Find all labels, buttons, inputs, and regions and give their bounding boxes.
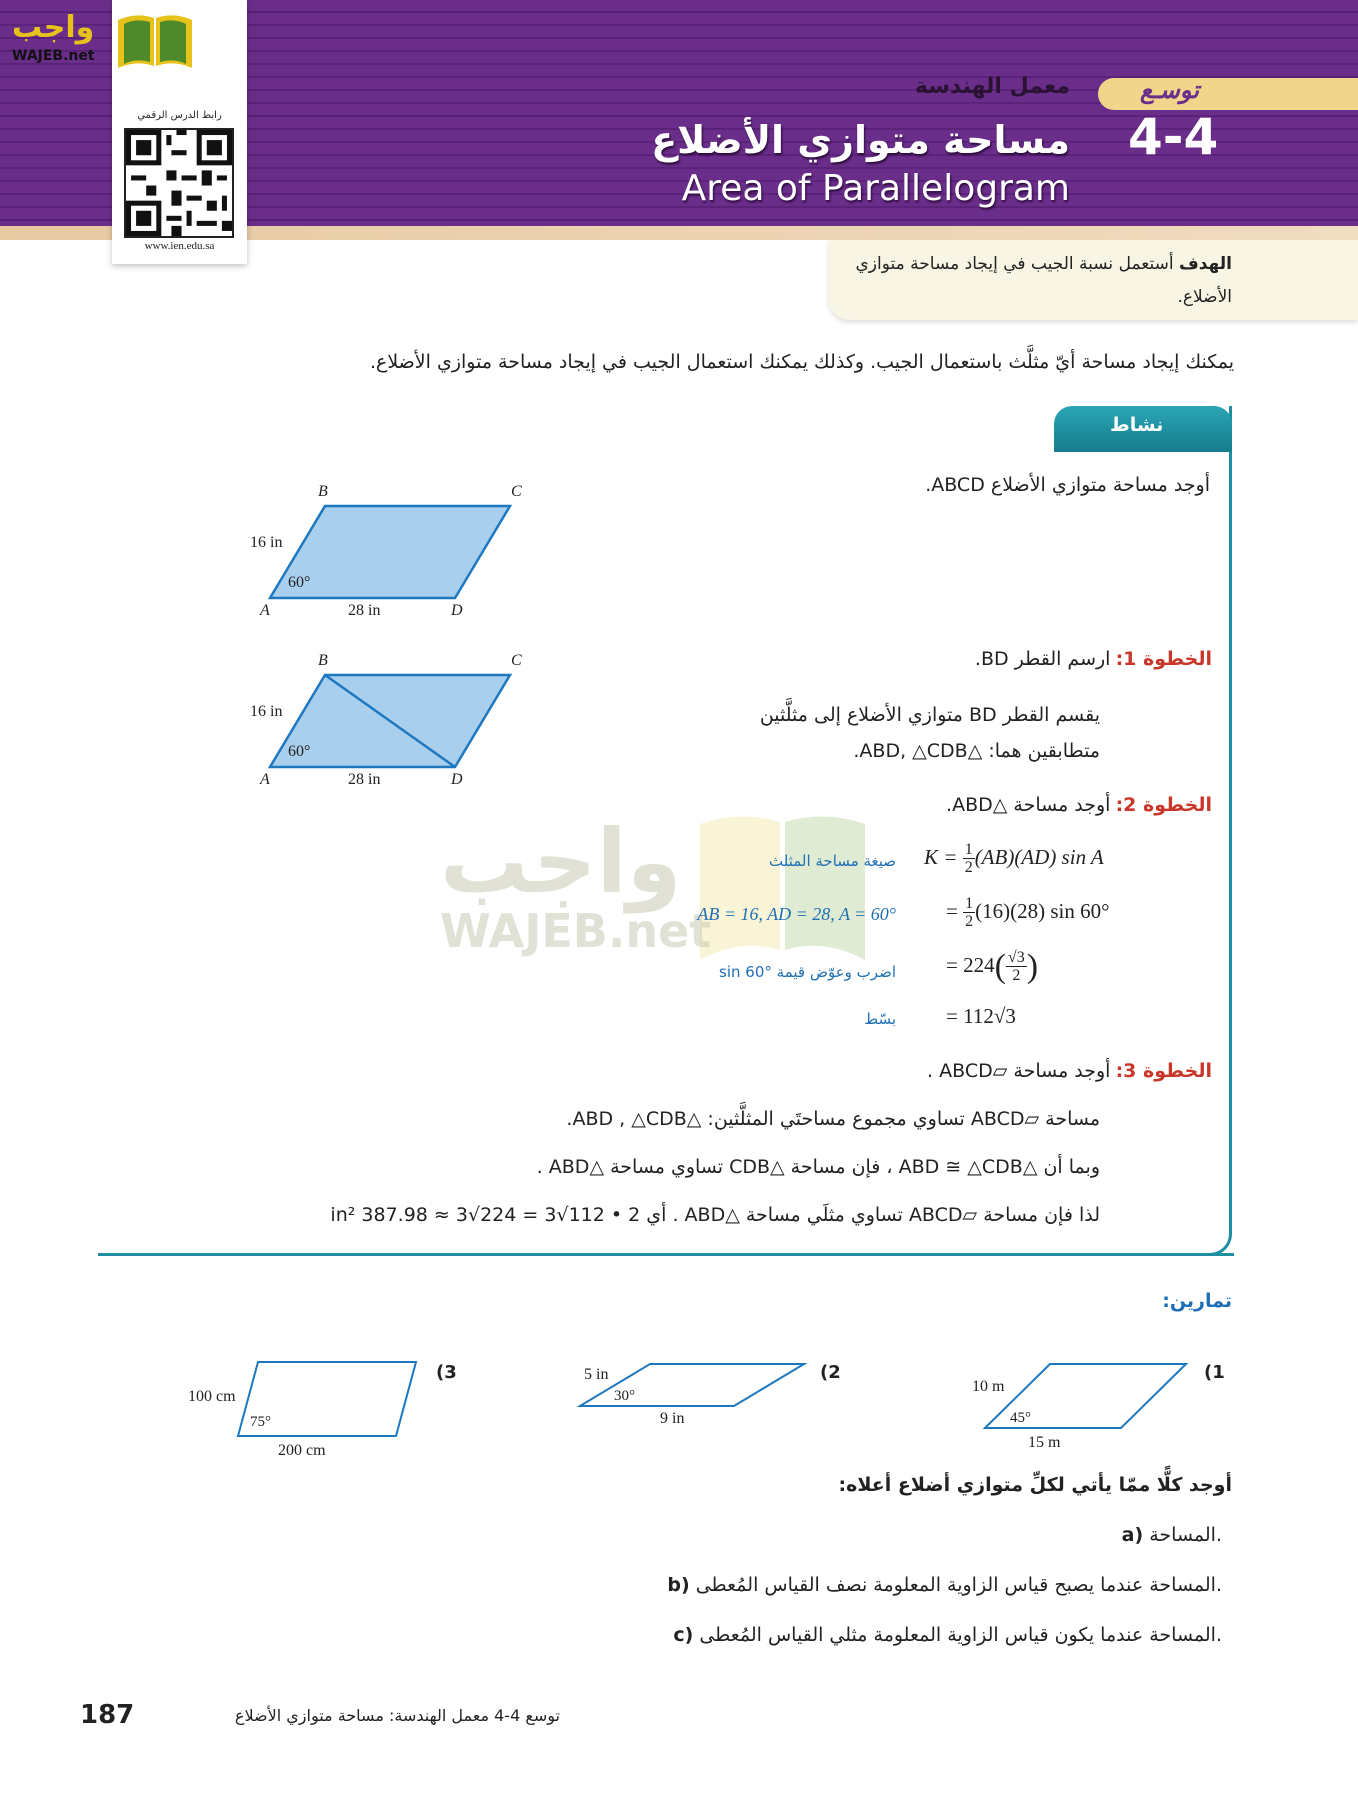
- fig1-vertex-d: D: [451, 602, 463, 619]
- part-a-text: المساحة.: [1149, 1524, 1222, 1546]
- exercise-part-c: [500, 1624, 1222, 1646]
- exercise-part-a: [500, 1524, 1222, 1546]
- frac-num: √3: [1007, 949, 1025, 966]
- exercise-part-b: [500, 1574, 1222, 1596]
- fig1-vertex-c: C: [511, 483, 522, 500]
- half-fraction: [963, 842, 975, 876]
- frac-den: 2: [964, 859, 973, 876]
- math-row-1-note: صيغة مساحة المثلث: [768, 852, 896, 870]
- watermark-en: WAJEB.net: [440, 904, 712, 958]
- exercise-2-number: (2: [820, 1362, 841, 1383]
- part-c-text: المساحة عندما يكون قياس الزاوية المعلومة مثلي القياس المُعطى.: [699, 1624, 1222, 1646]
- step-1-text: ارسم القطر BD.: [974, 648, 1111, 670]
- step-3: [700, 1060, 1212, 1082]
- part-b-letter: b): [667, 1574, 690, 1596]
- extension-tab: [1098, 78, 1358, 110]
- watermark-ar: واجب: [440, 810, 682, 913]
- qr-code-graphic: [126, 130, 232, 236]
- exercises-title: تمارين:: [1162, 1290, 1232, 1312]
- step-3-text: أوجد مساحة ▱ABCD .: [927, 1060, 1111, 1082]
- math-row-3-expr: 224: [963, 952, 995, 977]
- fig2-vertex-d: D: [451, 771, 463, 788]
- goal-label: الهدف: [1178, 254, 1232, 274]
- step-1-label: الخطوة 1:: [1115, 648, 1212, 670]
- extension-tab-label: توسـع: [1140, 76, 1199, 104]
- exercise-1-angle: 45°: [1010, 1410, 1031, 1426]
- sqrt3-over-2: [1006, 950, 1027, 984]
- exercise-3-angle: 75°: [250, 1414, 271, 1430]
- exercise-3-number: (3: [436, 1362, 457, 1383]
- exercise-1-side-2: 15 m: [1028, 1434, 1061, 1451]
- fig2-vertex-c: C: [511, 652, 522, 669]
- step-2: [700, 794, 1212, 816]
- footer-text: توسع 4-4 معمل الهندسة: مساحة متوازي الأضلاع: [234, 1706, 560, 1725]
- math-row-2-expr: (16)(28) sin 60°: [975, 898, 1110, 923]
- math-row-2-lhs: =: [946, 898, 958, 923]
- intro-text: يمكنك إيجاد مساحة أيّ مثلَّث باستعمال الجيب. وكذلك يمكنك استعمال الجيب في إيجاد مساحة متوازي الأضلاع.: [369, 351, 1234, 373]
- qr-code[interactable]: [124, 128, 234, 238]
- math-row-4-lhs: =: [946, 1004, 958, 1028]
- fig1-angle: 60°: [288, 574, 311, 591]
- frac-den: 2: [1012, 967, 1021, 984]
- watermark: [430, 810, 950, 980]
- fig2-side-ad: 28 in: [348, 771, 381, 788]
- fig1-vertex-b: B: [318, 483, 328, 500]
- goal-text: أستعمل نسبة الجيب في إيجاد مساحة متوازي الأضلاع.: [855, 254, 1232, 307]
- math-row-2-note: AB = 16, AD = 28, A = 60°: [697, 904, 896, 924]
- activity-tab-label: نشاط: [1110, 414, 1164, 436]
- page-number: 187: [80, 1700, 135, 1730]
- step-3-line-2: وبما أن △ABD ≅ △CDB ، فإن مساحة △CDB تساوي مساحة △ABD .: [536, 1156, 1100, 1178]
- math-row-4-note: بسّط: [864, 1010, 896, 1028]
- math-row-4-expr: 112√3: [963, 1004, 1016, 1028]
- fig2-vertex-a: A: [260, 771, 270, 788]
- step-1-line-2: يقسم القطر BD متوازي الأضلاع إلى مثلَّثين: [759, 704, 1100, 726]
- wajeb-logo[interactable]: [6, 6, 196, 72]
- qr-label: رابط الدرس الرقمي: [137, 110, 222, 121]
- fig2-vertex-b: B: [318, 652, 328, 669]
- half-fraction: [963, 896, 975, 930]
- math-row-3-note: اضرب وعوّض قيمة sin 60°: [719, 963, 896, 981]
- frac-num: 1: [965, 895, 974, 912]
- step-2-text: أوجد مساحة △ABD.: [946, 794, 1111, 816]
- exercise-2-side-2: 9 in: [660, 1410, 685, 1427]
- activity-prompt: أوجد مساحة متوازي الأضلاع ABCD.: [925, 474, 1210, 496]
- math-row-1: [924, 842, 1104, 876]
- logo-sub: WAJEB.net: [12, 48, 95, 64]
- fig1-side-ab: 16 in: [250, 534, 283, 551]
- frac-num: 1: [964, 841, 973, 858]
- lab-title: معمل الهندسة: [914, 74, 1070, 99]
- page-title-en: Area of Parallelogram: [681, 168, 1070, 209]
- step-3-label: الخطوة 3:: [1115, 1060, 1212, 1082]
- fig1-side-ad: 28 in: [348, 602, 381, 619]
- math-row-1-expr: (AB)(AD) sin A: [974, 844, 1104, 869]
- logo-text: واجب: [12, 10, 95, 45]
- goal: [840, 248, 1232, 314]
- lesson-number: 4-4: [1128, 108, 1219, 166]
- step-1: [700, 648, 1212, 670]
- part-a-letter: a): [1121, 1524, 1144, 1546]
- math-row-1-lhs: K =: [924, 844, 958, 869]
- fig2-side-ab: 16 in: [250, 703, 283, 720]
- paren-left: (: [994, 948, 1006, 985]
- step-3-line-1: مساحة ▱ABCD تساوي مجموع مساحتَي المثلَّثين: △ABD , △CDB.: [566, 1108, 1100, 1130]
- exercise-question: أوجد كلًّا ممّا يأتي لكلِّ متوازي أضلاع أعلاه:: [838, 1474, 1232, 1496]
- exercise-3-side-2: 200 cm: [278, 1442, 326, 1459]
- exercise-1-number: (1: [1204, 1362, 1225, 1383]
- exercise-2-angle: 30°: [614, 1388, 635, 1404]
- step-1-line-3: متطابقين هما: △ABD, △CDB.: [853, 740, 1100, 762]
- activity-bottom-line: [98, 1253, 1234, 1256]
- exercise-2-side-1: 5 in: [584, 1366, 609, 1383]
- step-3-line-3: لذا فإن مساحة ▱ABCD تساوي مثلَي مساحة △ABD . أي 2 • 112√3 = 224√3 ≈ 387.98 in²: [330, 1204, 1100, 1226]
- fig2-angle: 60°: [288, 743, 311, 760]
- fig1-vertex-a: A: [260, 602, 270, 619]
- part-c-letter: c): [673, 1624, 694, 1646]
- qr-url[interactable]: www.ien.edu.sa: [144, 240, 215, 252]
- math-row-3: [946, 948, 1038, 986]
- page-title-ar: مساحة متوازي الأضلاع: [651, 118, 1070, 162]
- math-row-4: [946, 1004, 1016, 1029]
- exercise-3-side-1: 100 cm: [188, 1388, 236, 1405]
- math-row-2: [946, 896, 1109, 930]
- exercise-2-figure: [576, 1360, 810, 1410]
- step-2-label: الخطوة 2:: [1115, 794, 1212, 816]
- frac-den: 2: [965, 913, 974, 930]
- math-row-3-lhs: =: [946, 952, 958, 977]
- exercise-1-side-1: 10 m: [972, 1378, 1005, 1395]
- part-b-text: المساحة عندما يصبح قياس الزاوية المعلومة نصف القياس المُعطى.: [695, 1574, 1222, 1596]
- paren-right: ): [1026, 948, 1039, 985]
